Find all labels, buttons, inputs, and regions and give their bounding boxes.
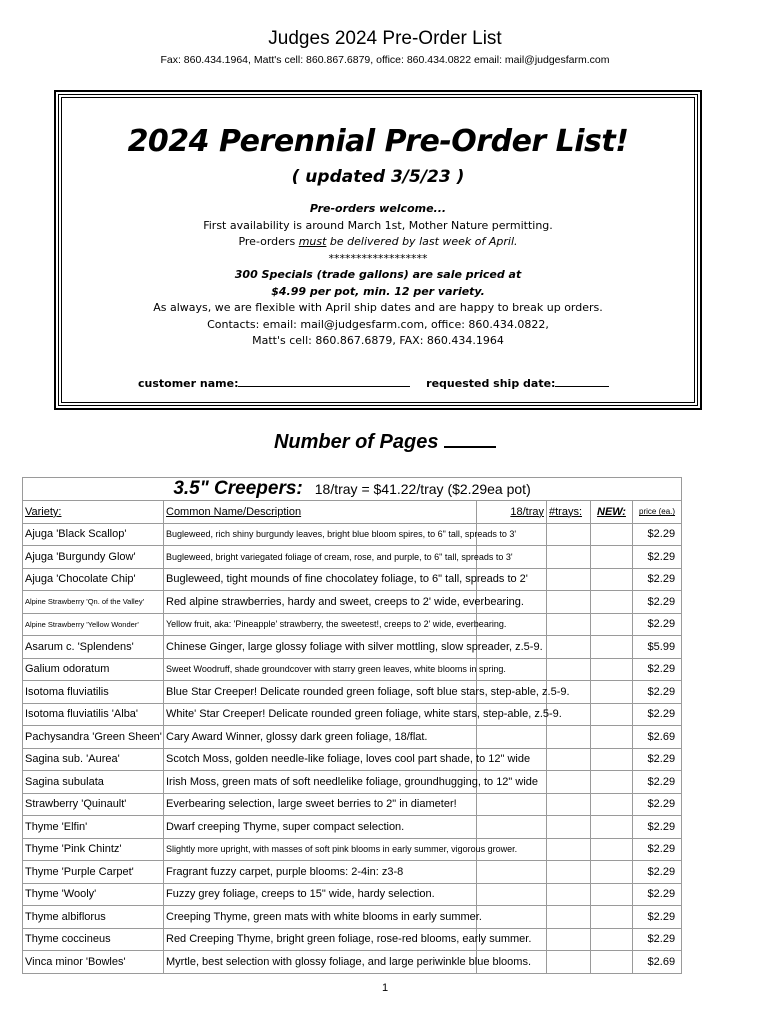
description-cell: Red alpine strawberries, hardy and sweet, creeps to 2' wide, everbearing. [164,591,477,614]
new-cell [591,703,633,726]
table-row [23,793,682,816]
trays-input-cell[interactable] [547,951,591,974]
per-tray-cell [477,793,547,816]
pages-field[interactable] [444,428,496,448]
pages-label: Number of Pages [273,431,439,453]
variety-cell: Galium odoratum [23,658,164,681]
contact-line: Fax: 860.434.1964, Matt's cell: 860.867.6879, office: 860.434.0822 email: mail@judgesfarm.com [160,54,610,66]
section-title: 3.5" Creepers: [173,478,303,499]
description-cell: Chinese Ginger, large glossy foliage with silver mottling, slow spreader, z.5-9. [164,636,477,659]
new-cell [591,928,633,951]
col-price: price (ea.) [633,501,682,524]
description-cell: Everbearing selection, large sweet berries to 2" in diameter! [164,793,477,816]
col-new: NEW: [591,501,633,524]
new-cell [591,636,633,659]
trays-input-cell[interactable] [547,816,591,839]
price-cell: $2.29 [633,793,682,816]
table-row [23,906,682,929]
price-cell: $2.29 [633,613,682,636]
variety-cell: Isotoma fluviatilis 'Alba' [23,703,164,726]
new-cell [591,771,633,794]
description-cell: Bugleweed, tight mounds of fine chocolatey foliage, to 6" tall, spreads to 2' [164,568,477,591]
description-cell: Slightly more upright, with masses of soft pink blooms in early summer, vigorous grower. [164,838,477,861]
new-cell [591,883,633,906]
page-number: 1 [381,982,389,994]
trays-input-cell[interactable] [547,523,591,546]
price-cell: $2.29 [633,546,682,569]
new-cell [591,658,633,681]
price-cell: $2.29 [633,658,682,681]
new-cell [591,951,633,974]
new-cell [591,748,633,771]
price-cell: $2.29 [633,861,682,884]
description-cell: Fuzzy grey foliage, creeps to 15" wide, hardy selection. [164,883,477,906]
new-cell [591,906,633,929]
description-cell: Bugleweed, rich shiny burgundy leaves, bright blue bloom spires, to 6" tall, spreads to 3' [164,523,477,546]
trays-input-cell[interactable] [547,613,591,636]
delivery-pre: Pre-orders [238,235,299,248]
variety-cell: Thyme coccineus [23,928,164,951]
table-row [23,928,682,951]
table-row [23,951,682,974]
price-cell: $2.29 [633,816,682,839]
description-cell: Sweet Woodruff, shade groundcover with starry green leaves, white blooms in spring. [164,658,477,681]
new-cell [591,613,633,636]
variety-cell: Strawberry 'Quinault' [23,793,164,816]
variety-cell: Thyme 'Purple Carpet' [23,861,164,884]
table-row [23,523,682,546]
new-cell [591,861,633,884]
variety-cell: Ajuga 'Black Scallop' [23,523,164,546]
new-cell [591,568,633,591]
new-cell [591,546,633,569]
customer-name-label: customer name: [138,377,239,390]
trays-input-cell[interactable] [547,906,591,929]
trays-input-cell[interactable] [547,726,591,749]
price-cell: $2.29 [633,703,682,726]
col-variety: Variety: [23,501,164,524]
table-row [23,703,682,726]
variety-cell: Thyme 'Wooly' [23,883,164,906]
description-cell: Creeping Thyme, green mats with white blooms in early summer. [164,906,477,929]
description-cell: Red Creeping Thyme, bright green foliage, rose-red blooms, early summer. [164,928,477,951]
ship-date-label: requested ship date: [426,377,556,390]
trays-input-cell[interactable] [547,838,591,861]
description-cell: Irish Moss, green mats of soft needlelike foliage, groundhugging, to 12" wide [164,771,477,794]
new-cell [591,838,633,861]
col-common: Common Name/Description [164,501,477,524]
description-cell: Dwarf creeping Thyme, super compact selection. [164,816,477,839]
section-title-cell [23,478,682,501]
per-tray-cell [477,861,547,884]
col-trays: #trays: [547,501,591,524]
price-cell: $5.99 [633,636,682,659]
variety-cell: Alpine Strawberry 'Yellow Wonder' [23,613,164,636]
section-subtitle: 18/tray = $41.22/tray ($2.29ea pot) [314,481,531,497]
description-cell: Fragrant fuzzy carpet, purple blooms: 2-4in: z3-8 [164,861,477,884]
contacts-line-2: Matt's cell: 860.867.6879, FAX: 860.434.1964 [252,334,504,347]
trays-input-cell[interactable] [547,883,591,906]
variety-cell: Ajuga 'Chocolate Chip' [23,568,164,591]
new-cell [591,523,633,546]
document-title: Judges 2024 Pre-Order List [268,28,502,49]
table-row [23,838,682,861]
price-cell: $2.29 [633,928,682,951]
new-cell [591,793,633,816]
trays-input-cell[interactable] [547,636,591,659]
description-cell: Cary Award Winner, glossy dark green foliage, 18/flat. [164,726,477,749]
price-cell: $2.29 [633,906,682,929]
table-row [23,816,682,839]
price-cell: $2.29 [633,771,682,794]
flexible-line: As always, we are flexible with April ship dates and are happy to break up orders. [153,301,603,314]
variety-cell: Vinca minor 'Bowles' [23,951,164,974]
description-cell: Bugleweed, bright variegated foliage of cream, rose, and purple, to 6" tall, spreads to 3' [164,546,477,569]
trays-input-cell[interactable] [547,658,591,681]
trays-input-cell[interactable] [547,771,591,794]
per-tray-cell [477,816,547,839]
price-cell: $2.29 [633,681,682,704]
new-cell [591,591,633,614]
table-row [23,568,682,591]
table-row [23,591,682,614]
section-header [23,478,682,501]
variety-cell: Thyme 'Elfin' [23,816,164,839]
description-cell: Yellow fruit, aka: 'Pineapple' strawberry, the sweetest!, creeps to 2' wide, everbearing. [164,613,477,636]
delivery-line [62,234,694,251]
variety-cell: Alpine Strawberry 'Qn. of the Valley' [23,591,164,614]
customer-form-row [138,376,609,390]
table-row [23,883,682,906]
new-cell [591,681,633,704]
table-row [23,546,682,569]
variety-cell: Sagina subulata [23,771,164,794]
price-cell: $2.29 [633,568,682,591]
price-cell: $2.29 [633,591,682,614]
per-tray-cell [477,906,547,929]
table-row [23,726,682,749]
description-cell: Myrtle, best selection with glossy foliage, and large periwinkle blue blooms. [164,951,477,974]
delivery-must: must [298,235,327,248]
number-of-pages [0,428,770,454]
table-row [23,613,682,636]
trays-input-cell[interactable] [547,861,591,884]
specials-line-2: $4.99 per pot, min. 12 per variety. [271,284,485,298]
col-per-tray: 18/tray [477,501,547,524]
new-cell [591,726,633,749]
delivery-post: be delivered by last week of April. [326,235,518,248]
table-row [23,658,682,681]
ship-date-field[interactable] [555,376,609,387]
creepers-table [22,477,682,974]
trays-input-cell[interactable] [547,568,591,591]
description-cell: Blue Star Creeper! Delicate rounded green foliage, soft blue stars, step-able, z.5-9. [164,681,477,704]
price-cell: $2.29 [633,748,682,771]
table-row [23,748,682,771]
updated-note: ( updated 3/5/23 ) [291,167,465,187]
trays-input-cell[interactable] [547,591,591,614]
price-cell: $2.69 [633,726,682,749]
variety-cell: Asarum c. 'Splendens' [23,636,164,659]
table-row [23,861,682,884]
trays-input-cell[interactable] [547,546,591,569]
price-cell: $2.29 [633,838,682,861]
price-cell: $2.69 [633,951,682,974]
stars-line: ****************** [328,251,428,265]
variety-cell: Thyme 'Pink Chintz' [23,838,164,861]
column-header-row [23,501,682,524]
trays-input-cell[interactable] [547,793,591,816]
box-title: 2024 Perennial Pre-Order List! [127,124,629,159]
variety-cell: Sagina sub. 'Aurea' [23,748,164,771]
table-row [23,636,682,659]
variety-cell: Ajuga 'Burgundy Glow' [23,546,164,569]
per-tray-cell [477,883,547,906]
customer-name-field[interactable] [238,376,410,387]
variety-cell: Isotoma fluviatilis [23,681,164,704]
preorder-info-box [58,94,698,406]
trays-input-cell[interactable] [547,748,591,771]
trays-input-cell[interactable] [547,928,591,951]
description-cell: White' Star Creeper! Delicate rounded green foliage, white stars, step-able, z.5-9. [164,703,477,726]
contacts-line-1: Contacts: email: mail@judgesfarm.com, office: 860.434.0822, [207,317,549,331]
price-cell: $2.29 [633,523,682,546]
description-cell: Scotch Moss, golden needle-like foliage, loves cool part shade, to 12" wide [164,748,477,771]
welcome-line: Pre-orders welcome... [309,202,447,215]
availability-line: First availability is around March 1st, Mother Nature permitting. [203,218,553,232]
price-cell: $2.29 [633,883,682,906]
new-cell [591,816,633,839]
variety-cell: Pachysandra 'Green Sheen' [23,726,164,749]
table-row [23,771,682,794]
variety-cell: Thyme albiflorus [23,906,164,929]
table-row [23,681,682,704]
specials-line-1: 300 Specials (trade gallons) are sale priced at [234,268,522,281]
per-tray-cell [477,726,547,749]
